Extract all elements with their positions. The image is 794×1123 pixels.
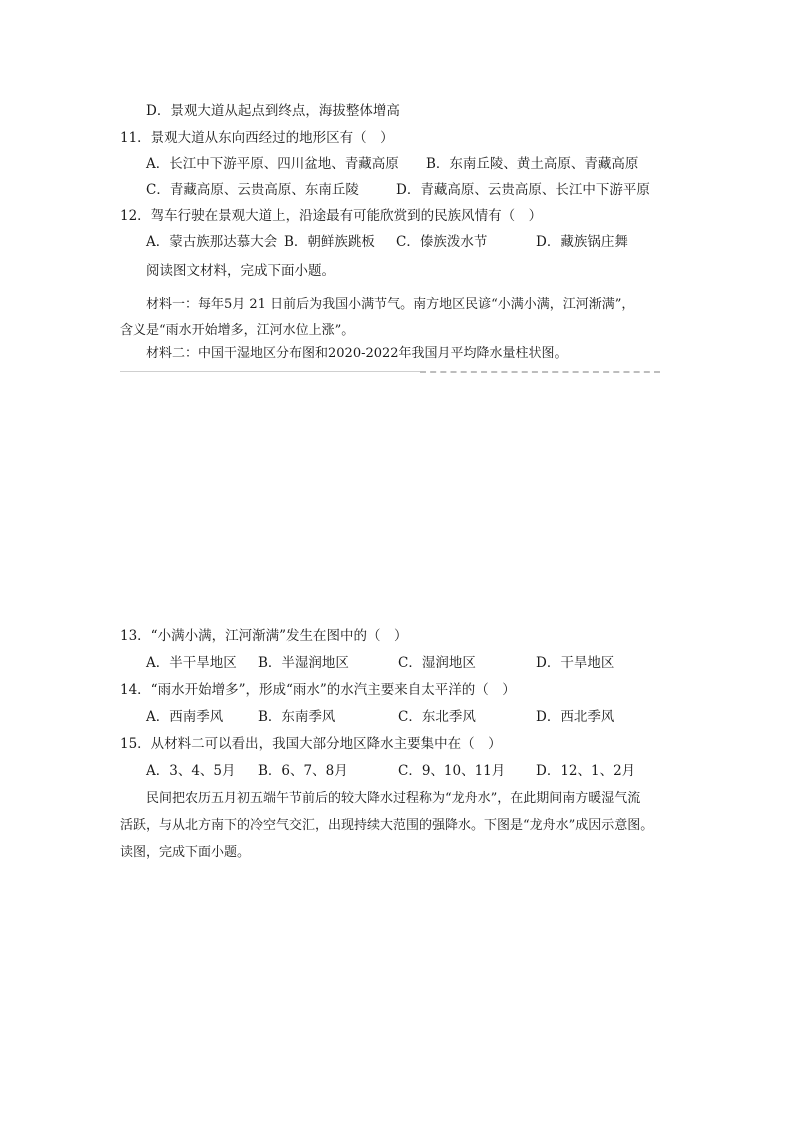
- q11-stem: 11．景观大道从东向西经过的地形区有（ ）: [120, 130, 394, 146]
- material-1-line-2: 含义是“雨水开始增多，江河水位上涨”。: [120, 323, 355, 338]
- q14-option-d: D．西北季风: [536, 709, 615, 725]
- q15-stem: 15．从材料二可以看出，我国大部分地区降水主要集中在（ ）: [120, 736, 502, 752]
- q10-option-d: D．景观大道从起点到终点，海拔整体增高: [146, 103, 400, 119]
- material-1-line-1: 材料一：每年5月 21 日前后为我国小满节气。南方地区民谚“小满小满，江河渐满”，: [146, 297, 635, 312]
- q11-option-c: C．青藏高原、云贵高原、东南丘陵: [146, 182, 359, 198]
- q12-option-c: C．傣族泼水节: [396, 234, 488, 250]
- q12-option-d: D．藏族锅庄舞: [536, 234, 628, 250]
- reading-intro-1: 阅读图文材料，完成下面小题。: [146, 263, 335, 279]
- q14-option-a: A．西南季风: [146, 709, 224, 725]
- figure-top-edge-dashed: [420, 371, 660, 373]
- reading-intro-2-line-2: 活跃，与从北方南下的冷空气交汇，出现持续大范围的强降水。下图是“龙舟水”成因示意图。: [120, 818, 654, 833]
- q12-stem: 12．驾车行驶在景观大道上，沿途最有可能欣赏到的民族风情有（ ）: [120, 208, 543, 224]
- reading-intro-2-line-3: 读图，完成下面小题。: [120, 845, 251, 860]
- material-2: 材料二：中国干湿地区分布图和2020-2022年我国月平均降水量柱状图。: [146, 346, 568, 361]
- q15-option-d: D．12、1、2月: [536, 763, 636, 779]
- q11-option-d: D．青藏高原、云贵高原、长江中下游平原: [396, 182, 650, 198]
- q11-option-b: B．东南丘陵、黄土高原、青藏高原: [426, 156, 639, 172]
- reading-intro-2-line-1: 民间把农历五月初五端午节前后的较大降水过程称为“龙舟水”，在此期间南方暖湿气流: [146, 791, 641, 806]
- q13-option-d: D．干旱地区: [536, 655, 615, 671]
- q14-option-b: B．东南季风: [258, 709, 336, 725]
- q12-option-a: A．蒙古族那达慕大会: [146, 234, 278, 250]
- q13-option-b: B．半湿润地区: [258, 655, 349, 671]
- q14-option-c: C．东北季风: [398, 709, 476, 725]
- q15-option-c: C．9、10、11月: [398, 763, 506, 779]
- q15-option-a: A．3、4、5月: [146, 763, 236, 779]
- q12-option-b: B．朝鲜族跳板: [284, 234, 375, 250]
- q14-stem: 14．“雨水开始增多”，形成“雨水”的水汽主要来自太平洋的（ ）: [120, 682, 516, 698]
- q13-stem: 13．“小满小满，江河渐满”发生在图中的（ ）: [120, 628, 408, 644]
- q13-option-c: C．湿润地区: [398, 655, 476, 671]
- q13-option-a: A．半干旱地区: [146, 655, 237, 671]
- figure-top-edge: [120, 371, 420, 372]
- q15-option-b: B．6、7、8月: [258, 763, 348, 779]
- q11-option-a: A．长江中下游平原、四川盆地、青藏高原: [146, 156, 399, 172]
